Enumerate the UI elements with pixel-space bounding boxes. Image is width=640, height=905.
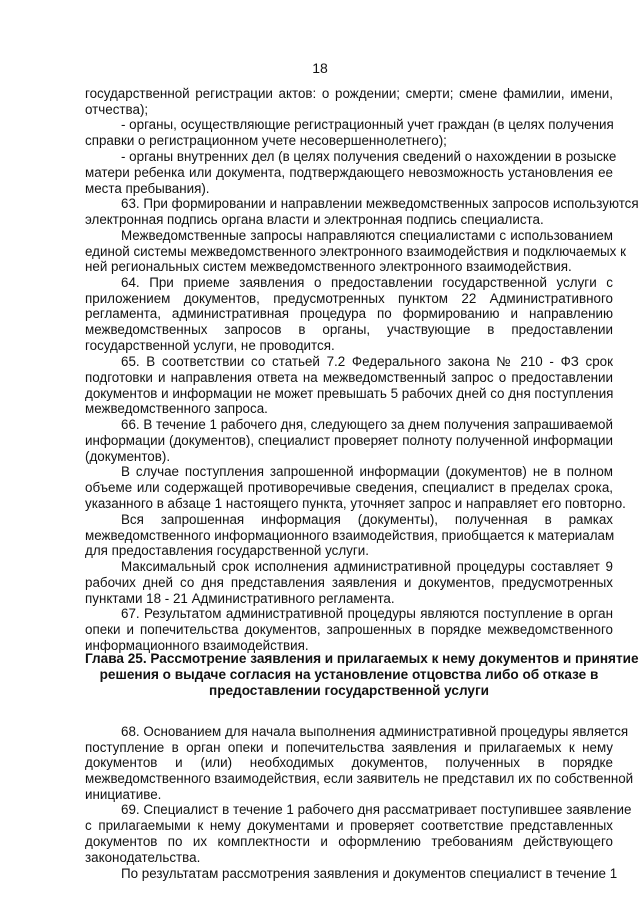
text-line: законодательства.: [85, 850, 201, 865]
text-line: - органы внутренних дел (в целях получения сведений о нахождении в розыске: [121, 149, 617, 164]
text-line: 66. В течение 1 рабочего дня, следующего за днем получения запрашиваемой: [121, 417, 613, 432]
text-line: матери ребенка или документа, подтверждающего невозможность установления ее: [85, 165, 613, 180]
text-line: межведомственных запросов в органы, участвующие в предоставлении: [85, 322, 613, 337]
text-line: 63. При формировании и направлении межведомственных запросов используются: [121, 196, 639, 211]
text-line: регламента, административная процедура по формированию и направлению: [85, 306, 613, 321]
text-line: 64. При приеме заявления о предоставлении государственной услуги с: [121, 275, 613, 290]
text-line: отчества);: [85, 102, 149, 117]
text-line: документов и информации не может превышать 5 рабочих дней со дня поступления: [85, 386, 614, 401]
text-line: информационного взаимодействия.: [85, 638, 309, 653]
text-line: поступление в орган опеки и попечительства заявления и прилагаемых к нему: [85, 740, 613, 755]
text-line: По результатам рассмотрения заявления и документов специалист в течение 1: [121, 866, 618, 881]
text-line: указанного в абзаце 1 настоящего пункта, уточняет запрос и направляет его повторно.: [85, 496, 626, 511]
text-line: для предоставления государственной услуги.: [85, 543, 369, 558]
text-line: электронная подпись органа власти и электронная подпись специалиста.: [85, 212, 544, 227]
text-line: с прилагаемыми к нему документами и проверяет соответствие представленных: [85, 818, 613, 833]
text-line: - органы, осуществляющие регистрационный учет граждан (в целях получения: [121, 117, 614, 132]
text-line: государственной регистрации актов: о рождении; смерти; смене фамилии, имени,: [85, 86, 613, 101]
text-line: документов по их комплектности и оформлению требованиям действующего: [85, 834, 613, 849]
text-line: единой системы межведомственного электронного взаимодействия и подключаемых к: [85, 244, 626, 259]
text-line: документов и (или) необходимых документов, полученных в порядке: [85, 755, 613, 770]
text-line: опеки и попечительства документов, запрошенных в порядке межведомственного: [85, 622, 613, 637]
text-line: (документов).: [85, 449, 171, 464]
heading-line: решения о выдаче согласия на установление отцовства либо об отказе в: [99, 667, 599, 682]
text-line: информации (документов), специалист проверяет полноту полученной информации: [85, 433, 613, 448]
text-line: подготовки и направления ответа на межведомственный запрос о предоставлении: [85, 370, 613, 385]
text-line: Вся запрошенная информация (документы), полученная в рамках: [121, 512, 613, 527]
text-line: рабочих дней со дня представления заявления и документов, предусмотренных: [85, 575, 613, 590]
text-line: государственной услуги, не проводится.: [85, 338, 335, 353]
text-line: инициативе.: [85, 787, 162, 802]
text-line: Межведомственные запросы направляются специалистами с использованием: [121, 228, 613, 243]
text-line: межведомственного информационного взаимодействия, приобщается к материалам: [85, 528, 615, 543]
heading-line: Глава 25. Рассмотрение заявления и прилагаемых к нему документов и принятие: [85, 651, 639, 666]
text-line: пунктами 18 - 21 Административного регламента.: [85, 591, 395, 606]
text-line: В случае поступления запрошенной информации (документов) не в полном: [121, 464, 613, 479]
text-line: 69. Специалист в течение 1 рабочего дня рассматривает поступившее заявление: [121, 802, 632, 817]
text-line: ней региональных систем межведомственного электронного взаимодействия.: [85, 259, 572, 274]
text-line: Максимальный срок исполнения административной процедуры составляет 9: [121, 559, 613, 574]
text-line: справки о регистрационном учете несовершеннолетнего);: [85, 133, 447, 148]
text-line: объеме или содержащей противоречивые сведения, специалист в пределах срока,: [85, 480, 613, 495]
text-line: места пребывания).: [85, 181, 210, 196]
text-line: межведомственного запроса.: [85, 401, 268, 416]
text-line: межведомственного взаимодействия, если заявитель не представил их по собственной: [85, 771, 634, 786]
text-line: 68. Основанием для начала выполнения административной процедуры является: [121, 724, 629, 739]
text-line: приложением документов, предусмотренных пунктом 22 Административного: [85, 291, 613, 306]
page-number: 18: [312, 60, 328, 76]
heading-line: предоставлении государственной услуги: [208, 683, 489, 698]
text-line: 65. В соответствии со статьей 7.2 Федерального закона № 210 - ФЗ срок: [121, 354, 613, 369]
text-line: 67. Результатом административной процедуры являются поступление в орган: [121, 606, 613, 621]
